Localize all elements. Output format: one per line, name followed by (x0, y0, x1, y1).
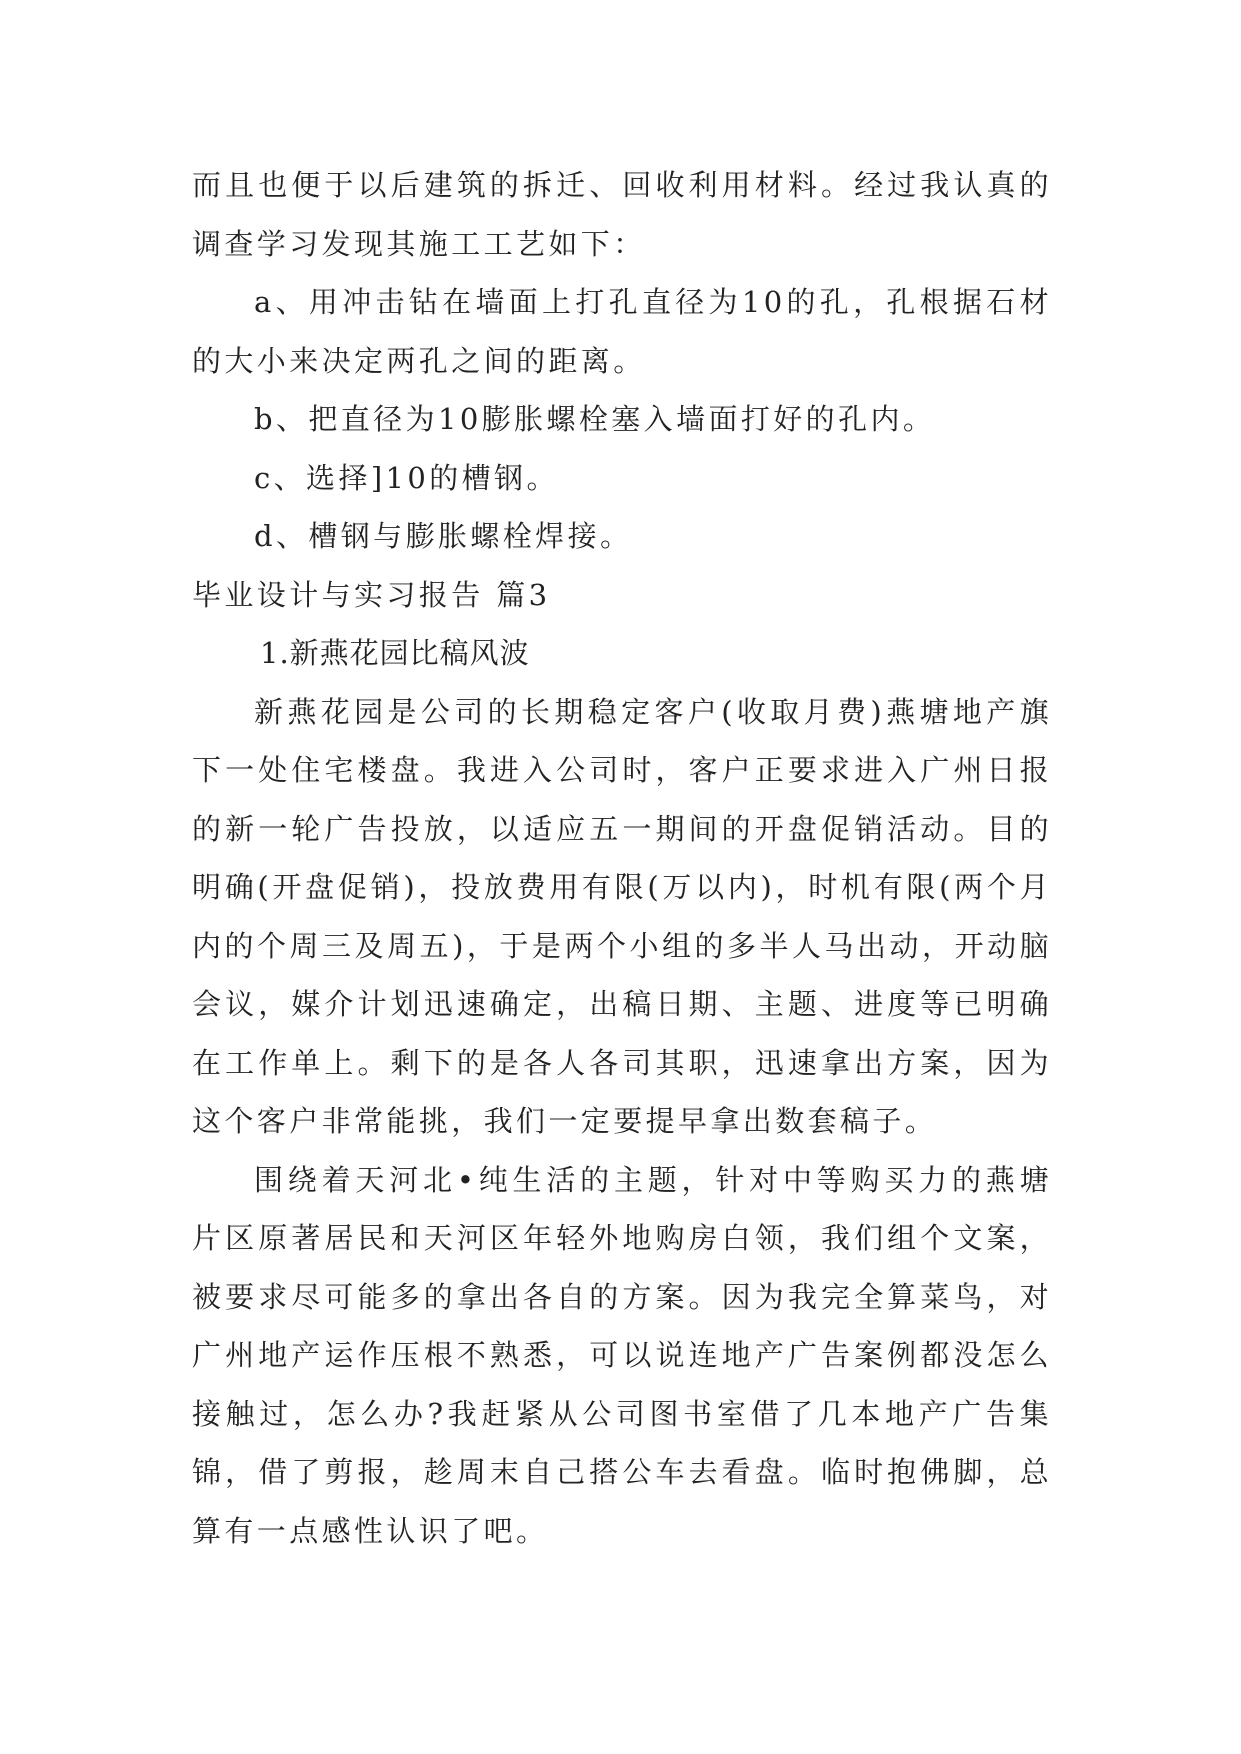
paragraph-xinyan-garden: 新燕花园是公司的长期稳定客户(收取月费)燕塘地产旗下一处住宅楼盘。我进入公司时，客户正要求进入广州日报的新一轮广告投放，以适应五一期间的开盘促销活动。目的明确(开盘促销)，投放费用有限(万以内)，时机有限(两个月内的个周三及周五)，于是两个小组的多半人马出动，开动脑会议，媒介计划迅速确定，出稿日期、主题、进度等已明确在工作单上。剩下的是各人各司其职，迅速拿出方案，因为这个客户非常能挑，我们一定要提早拿出数套稿子。 (192, 694, 1052, 1138)
paragraph-step-b: b、把直径为10膨胀螺栓塞入墙面打好的孔内。 (254, 402, 936, 436)
section-heading: 毕业设计与实习报告 篇3 (192, 577, 551, 612)
paragraph-construction-intro: 而且也便于以后建筑的拆迁、回收利用材料。经过我认真的调查学习发现其施工工艺如下： (192, 168, 1052, 261)
document-body (192, 156, 1052, 1560)
paragraph-tianhe-theme: 围绕着天河北•纯生活的主题，针对中等购买力的燕塘片区原著居民和天河区年轻外地购房白领，我们组个文案，被要求尽可能多的拿出各自的方案。因为我完全算菜鸟，对广州地产运作压根不熟悉，可以说连地产广告案例都没怎么接触过，怎么办?我赶紧从公司图书室借了几本地产广告集锦，借了剪报，趁周末自己搭公车去看盘。临时抱佛脚，总算有一点感性认识了吧。 (192, 1162, 1052, 1548)
paragraph-step-a: a、用冲击钻在墙面上打孔直径为10的孔，孔根据石材的大小来决定两孔之间的距离。 (192, 285, 1052, 378)
paragraph-step-c: c、选择]10的槽钢。 (254, 460, 559, 495)
section-subheading: 1.新燕花园比稿风波 (260, 636, 530, 670)
paragraph-step-d: d、槽钢与膨胀螺栓焊接。 (254, 519, 633, 553)
